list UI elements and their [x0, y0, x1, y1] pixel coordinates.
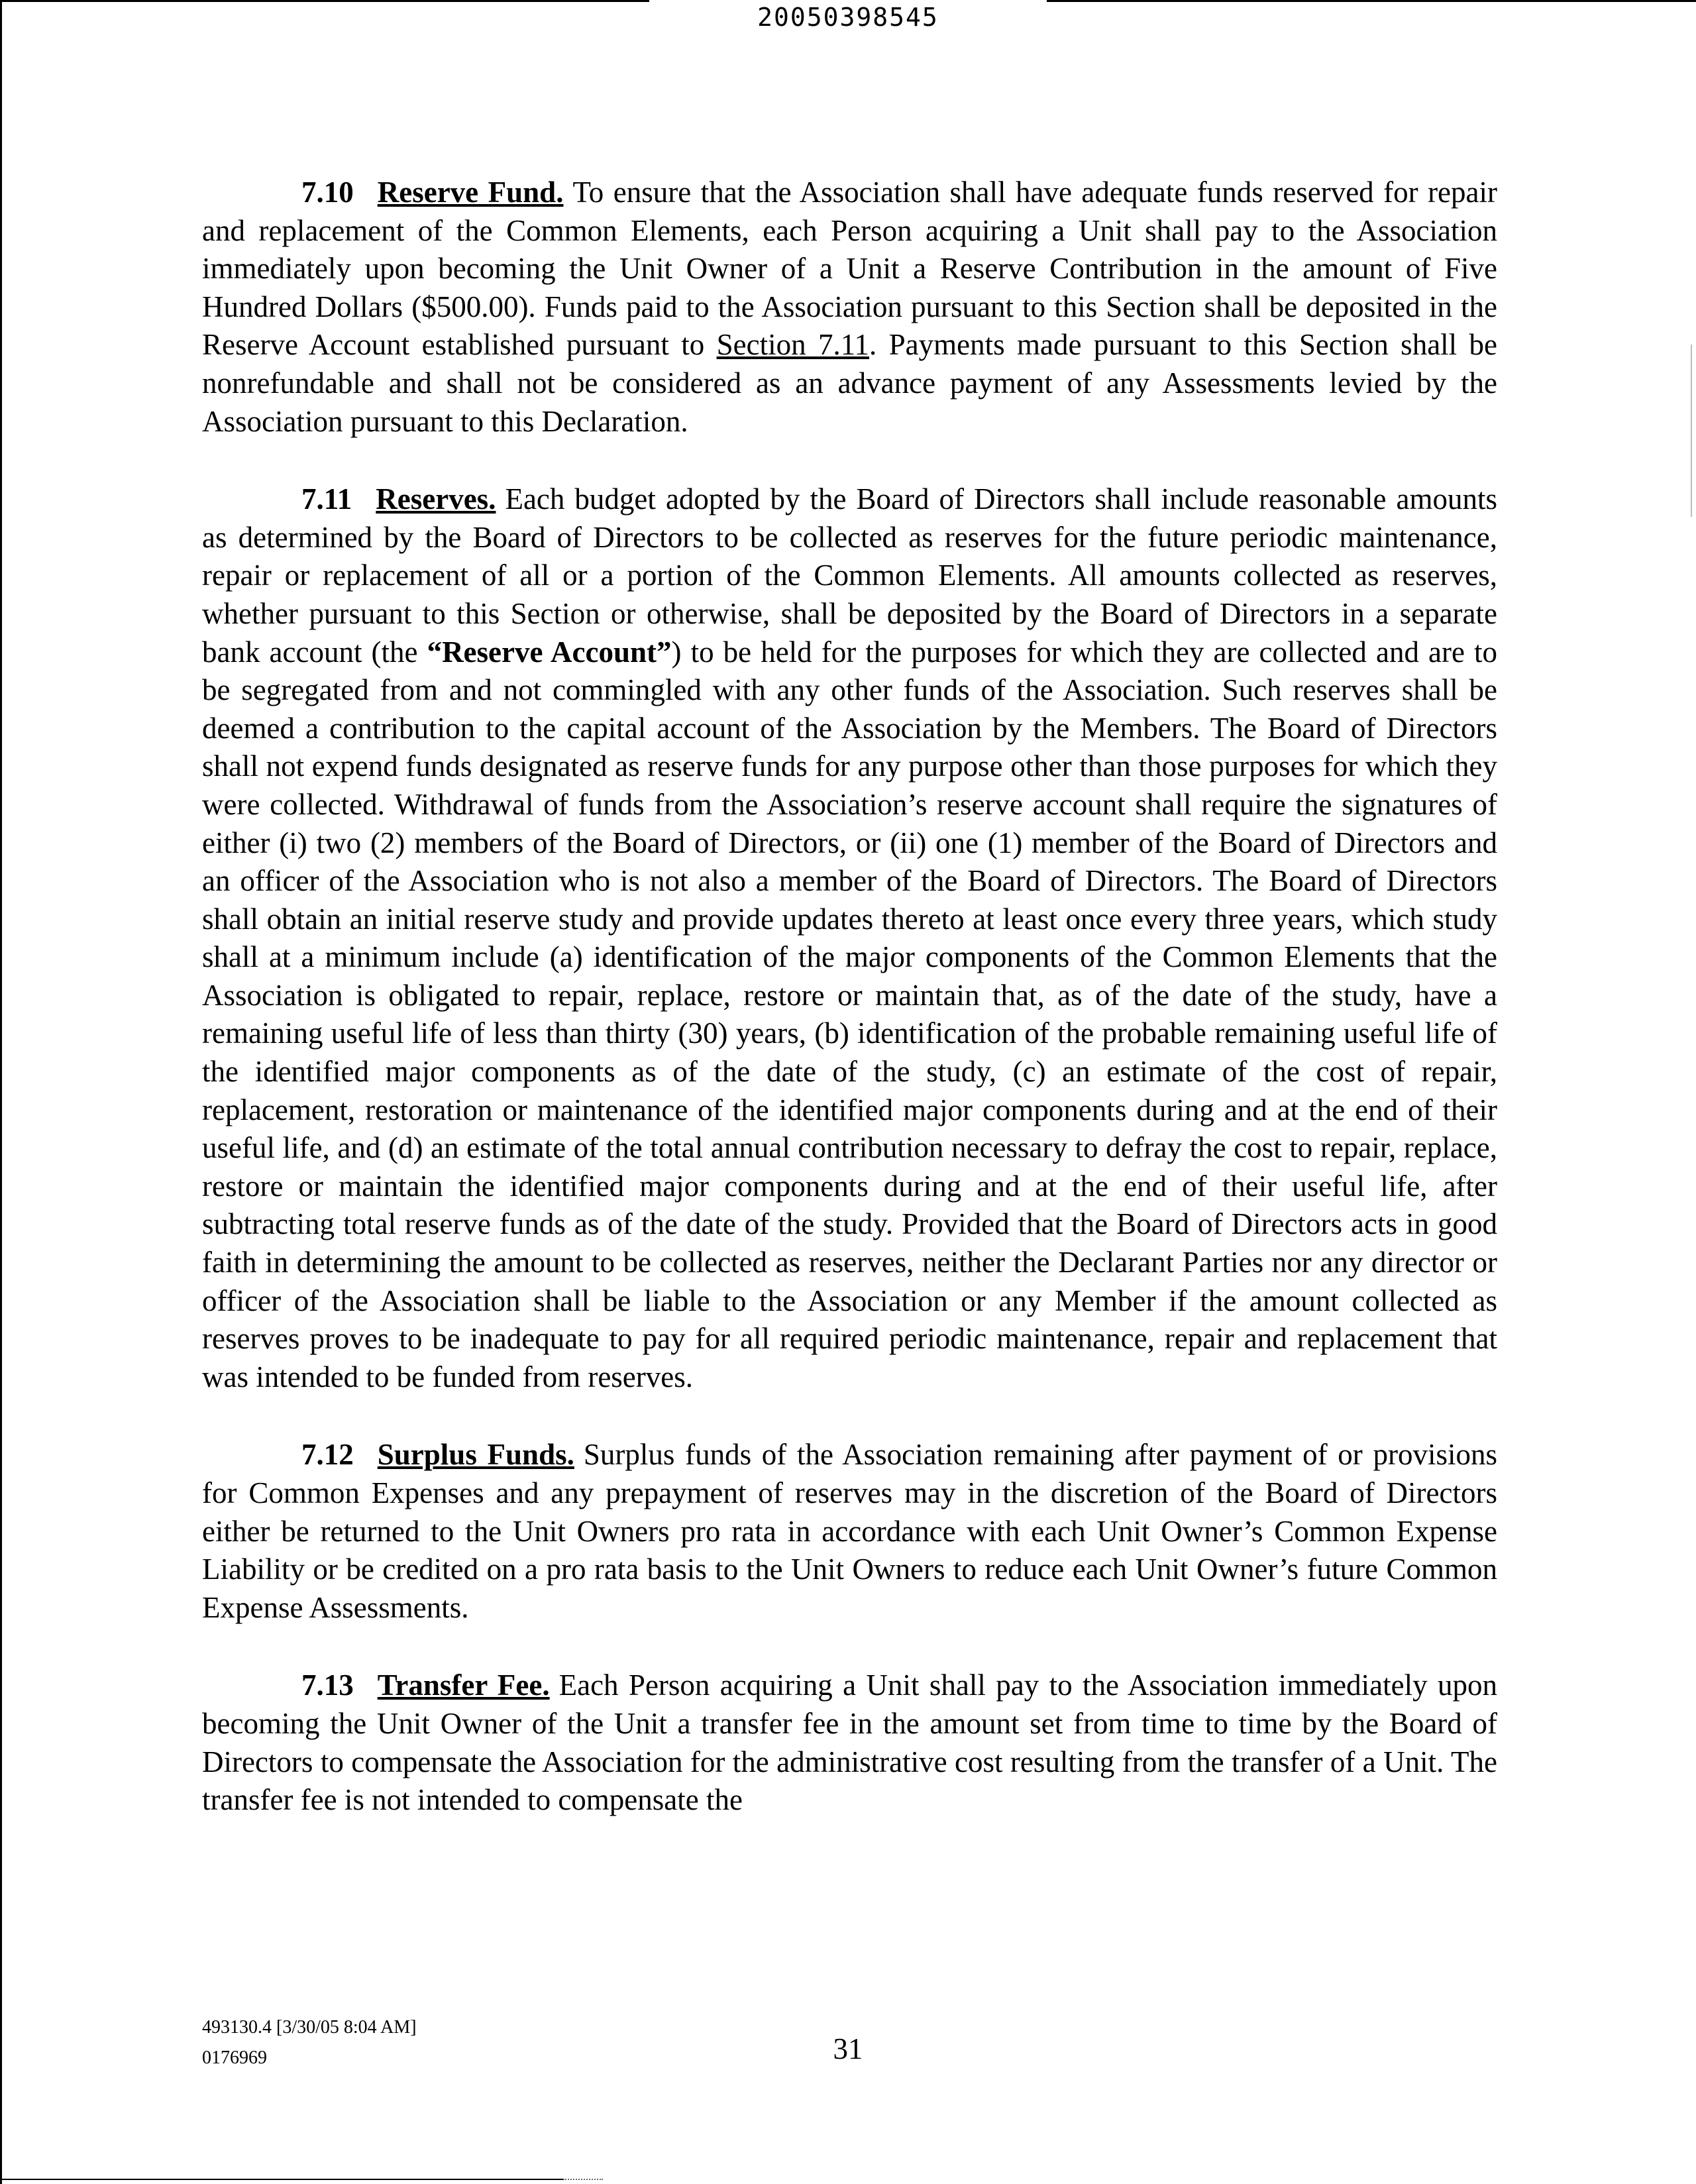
section-text-continued: . Payments made pursuant to this Section shall be nonrefundable and shall not be considered as an advance payment of any Assessments levied by the Association pursuant to this Declaration.	[202, 328, 1498, 438]
section-text-continued: ) to be held for the purposes for which they are collected and are to be segregated from and not commingled with any other funds of the Association. Such reserves shall be deemed a contribution to the capital account of the Association by the Members. The Board of Directors shall not expend funds designated as reserve funds for any purpose other than those purposes for which they were collected. Withdrawal of funds from the Association’s reserve account shall require the signatures of either (i) two (2) members of the Board of Directors, or (ii) one (1) member of the Board of Directors and an officer of the Association who is not also a member of the Board of Directors. The Board of Directors shall obtain an initial reserve study and provide updates thereto at least once every three years, which study shall at a minimum include (a) identification of the major components of the Common Elements that the Association is obligated to repair, replace, restore or maintain that, as of the date of the study, have a remaining useful life of less than thirty (30) years, (b) identification of the probable remaining useful life of the identified major components as of the date of the study, (c) an estimate of the cost of repair, replacement, restoration or maintenance of the identified major components during and at the end of their useful life, and (d) an estimate of the total annual contribution necessary to defray the cost to repair, replace, restore or maintain the identified major components during and at the end of their useful life, after subtracting total reserve funds as of the date of the study. Provided that the Board of Directors acts in good faith in determining the amount to be collected as reserves, neither the Declarant Parties nor any director or officer of the Association shall be liable to the Association or any Member if the amount collected as reserves proves to be inadequate to pay for all required periodic maintenance, repair and replacement that was intended to be funded from reserves.	[202, 635, 1498, 1393]
section-number: 7.10	[301, 176, 354, 209]
section-text: To ensure that the Association shall have adequate funds reserved for repair and replacement of the Common Elements, each Person acquiring a Unit shall pay to the Association immediately upon becoming the Unit Owner of a Unit a Reserve Contribution in the amount of Five Hundred Dollars ($500.00). Funds paid to the Association pursuant to this Section shall be deposited in the Reserve Account established pursuant to	[202, 176, 1497, 362]
scan-border-bottom	[0, 2179, 563, 2180]
section-7-13	[202, 1666, 1497, 1819]
section-text: Each budget adopted by the Board of Directors shall include reasonable amounts as determined by the Board of Directors to be collected as reserves for the future periodic maintenance, repair or replacement of all or a portion of the Common Elements. All amounts collected as reserves, whether pursuant to this Section or otherwise, shall be deposited by the Board of Directors in a separate bank account (the	[202, 482, 1497, 669]
section-7-12	[202, 1436, 1497, 1627]
scan-border-top-left	[0, 0, 649, 2]
footer-client-number: 0176969	[202, 2048, 267, 2068]
page-number: 31	[833, 2032, 863, 2065]
section-title: Transfer Fee.	[377, 1668, 550, 1702]
section-7-10	[202, 174, 1497, 441]
section-number: 7.11	[301, 482, 352, 516]
scan-border-top-right	[1047, 0, 1696, 2]
section-title: Surplus Funds.	[377, 1438, 574, 1472]
section-title: Reserve Fund.	[377, 176, 564, 209]
scan-border-right-mark	[1691, 345, 1692, 517]
section-number: 7.13	[301, 1668, 354, 1702]
document-body	[202, 174, 1497, 1859]
section-number: 7.12	[301, 1438, 354, 1472]
section-text: Surplus funds of the Association remaining after payment of or provisions for Common Expenses and any prepayment of reserves may in the discretion of the Board of Directors either be returned to the Unit Owners pro rata in accordance with each Unit Owner’s Common Expense Liability or be credited on a pro rata basis to the Unit Owners to reduce each Unit Owner’s future Common Expense Assessments.	[202, 1438, 1497, 1624]
defined-term: “Reserve Account”	[427, 635, 672, 669]
section-cross-reference: Section 7.11	[716, 328, 870, 362]
section-title: Reserves.	[376, 482, 496, 516]
scan-border-left	[0, 0, 2, 2184]
recording-number: 20050398545	[757, 3, 939, 32]
scan-border-bottom-dots	[563, 2179, 603, 2180]
section-text: Each Person acquiring a Unit shall pay to the Association immediately upon becoming the Unit Owner of the Unit a transfer fee in the amount set from time to time by the Board of Directors to compensate the Association for the administrative cost resulting from the transfer of a Unit. The transfer fee is not intended to compensate the	[202, 1668, 1497, 1817]
footer-document-id: 493130.4 [3/30/05 8:04 AM]	[202, 2017, 417, 2038]
section-7-11	[202, 480, 1497, 1396]
